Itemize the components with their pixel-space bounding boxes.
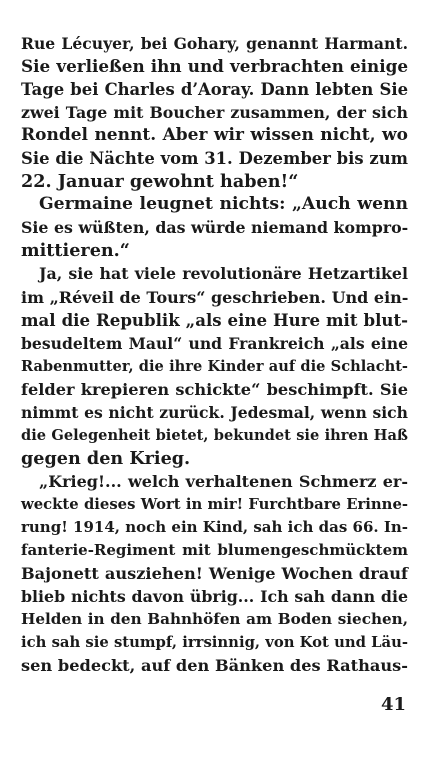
- paragraph: [21, 262, 408, 469]
- text-line: Rabenmutter, die ihre Kinder auf die Schlacht-: [21, 357, 408, 375]
- text-line: sen bedeckt, auf den Bänken des Rathaus-: [21, 656, 408, 676]
- text-line: blieb nichts davon übrig... Ich sah dann die: [21, 587, 408, 607]
- paragraph: [21, 32, 408, 193]
- text-line: mal die Republik „als eine Hure mit blut-: [21, 309, 408, 330]
- paragraph: [21, 470, 408, 677]
- page-number: 41: [381, 694, 407, 715]
- text-line: ich sah sie stumpf, irrsinnig, von Kot und Läu-: [21, 634, 408, 652]
- text-line: felder krepieren schickte“ beschimpft. Sie: [21, 379, 408, 399]
- text-line: Helden in den Bahnhöfen am Boden siechen,: [21, 610, 408, 629]
- text-line: fanterie-Regiment mit blumengeschmücktem: [21, 541, 408, 560]
- text-line: rung! 1914, noch ein Kind, sah ich das 66. In-: [21, 517, 408, 536]
- text-line: Sie verließen ihn und verbrachten einige: [21, 56, 408, 77]
- text-line: mittieren.“: [21, 240, 130, 262]
- text-line: Ja, sie hat viele revolutionäre Hetzartikel: [39, 264, 408, 284]
- text-line: besudeltem Maul“ und Frankreich „als eine: [21, 333, 408, 353]
- text-line: die Gelegenheit bietet, bekundet sie ihren Haß: [21, 426, 408, 444]
- paragraph: [21, 193, 408, 262]
- text-line: zwei Tage mit Boucher zusammen, der sich: [21, 103, 408, 123]
- page-body-text: [21, 32, 408, 677]
- text-line: Sie es wüßten, das würde niemand kompro-: [21, 218, 409, 238]
- text-line: im „Réveil de Tours“ geschrieben. Und ein-: [21, 287, 409, 307]
- text-line: Rondel nennt. Aber wir wissen nicht, wo: [21, 125, 408, 146]
- text-line: Germaine leugnet nichts: „Auch wenn: [39, 194, 408, 215]
- text-line: 22. Januar gewohnt haben!“: [21, 171, 299, 193]
- text-line: nimmt es nicht zurück. Jedesmal, wenn sich: [21, 402, 408, 422]
- text-line: Bajonett ausziehen! Wenige Wochen drauf: [21, 564, 408, 584]
- text-line: Rue Lécuyer, bei Gohary, genannt Harmant.: [21, 34, 408, 53]
- text-line: weckte dieses Wort in mir! Furchtbare Erinne-: [21, 495, 408, 513]
- text-line: gegen den Krieg.: [21, 447, 191, 469]
- text-line: Sie die Nächte vom 31. Dezember bis zum: [21, 149, 408, 169]
- text-line: Tage bei Charles d’Aoray. Dann lebten Sie: [21, 80, 408, 100]
- text-line: „Krieg!... welch verhaltenen Schmerz er-: [39, 471, 408, 491]
